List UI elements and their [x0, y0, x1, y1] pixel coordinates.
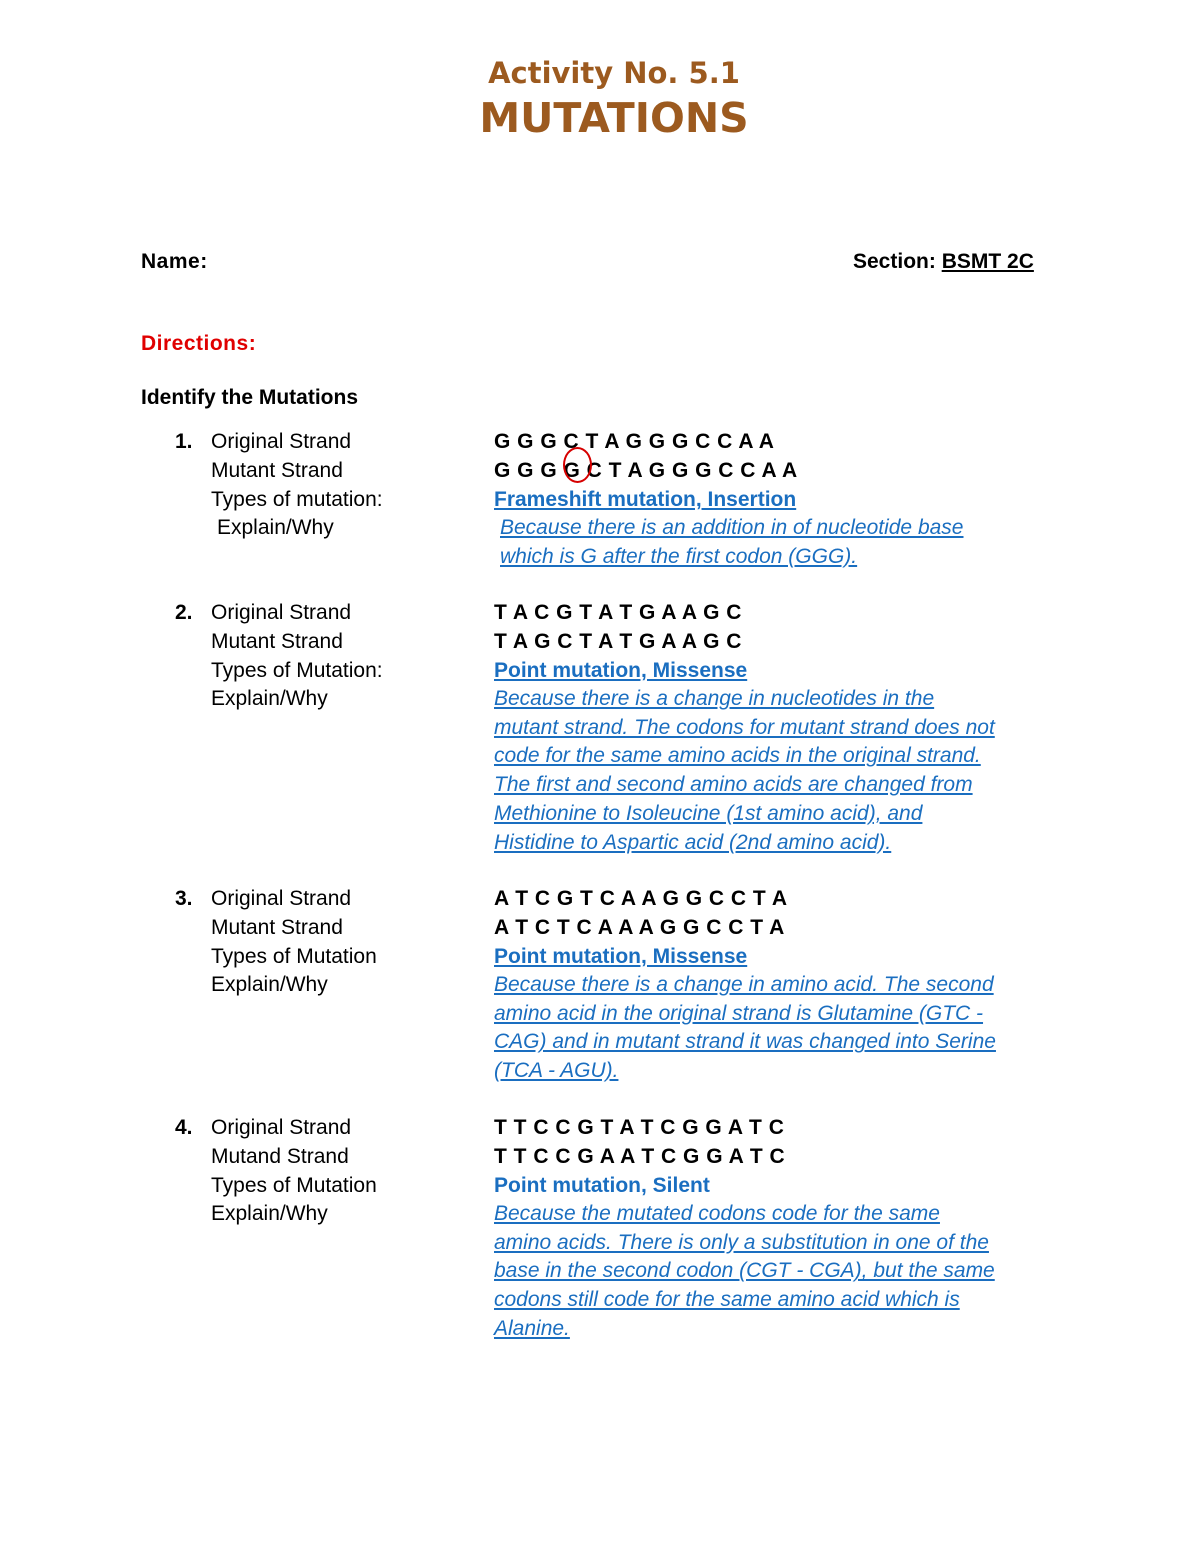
- original-strand-label: Original Strand: [211, 601, 352, 624]
- page-title: MUTATIONS: [479, 94, 749, 142]
- section-label: Section:: [853, 250, 936, 273]
- mutation-type-answer: Point mutation, Missense: [494, 945, 748, 968]
- explain-line: Because the mutated codons code for the same: [494, 1202, 940, 1225]
- explain-line: Because there is an addition in of nucleotide base: [500, 516, 964, 539]
- item-number: 3.: [175, 887, 193, 910]
- explain-line: Alanine.: [494, 1316, 570, 1340]
- original-strand-sequence: G G G C T A G G G C C A A: [494, 430, 775, 453]
- mutation-type-label: Types of Mutation: [211, 945, 377, 968]
- original-strand-sequence: T A C G T A T G A A G C: [494, 601, 742, 624]
- explain-answer: [500, 514, 1070, 571]
- mutation-type-answer: Frameshift mutation, Insertion: [494, 488, 797, 511]
- explain-line: base in the second codon (CGT - CGA), but the same: [494, 1259, 995, 1283]
- mutation-type-label: Types of Mutation:: [211, 659, 383, 682]
- directions-label: Directions:: [141, 332, 257, 355]
- mutant-strand-label: Mutand Strand: [211, 1145, 349, 1168]
- original-strand-sequence: A T C G T C A A G G C C T A: [494, 887, 788, 910]
- mutation-type-label: Types of Mutation: [211, 1174, 377, 1197]
- mutant-strand-label: Mutant Strand: [211, 916, 343, 939]
- activity-number: Activity No. 5.1: [488, 56, 740, 90]
- original-strand-label: Original Strand: [211, 430, 352, 453]
- original-strand-label: Original Strand: [211, 1116, 352, 1139]
- explain-answer: [494, 685, 1064, 857]
- item-number: 2.: [175, 601, 193, 624]
- explain-line: (TCA - AGU).: [494, 1059, 619, 1083]
- mutant-strand-label: Mutant Strand: [211, 459, 343, 482]
- explain-line: The first and second amino acids are changed from: [494, 773, 973, 797]
- explain-line: amino acids. There is only a substitution in one of the: [494, 1230, 989, 1254]
- item-number: 4.: [175, 1116, 193, 1139]
- mutant-strand-sequence: T A G C T A T G A A G C: [494, 630, 742, 653]
- explain-answer: [494, 1200, 1064, 1344]
- mutant-strand-label: Mutant Strand: [211, 630, 343, 653]
- explain-line: code for the same amino acids in the original strand.: [494, 744, 981, 768]
- explain-line: Because there is a change in amino acid. The second: [494, 973, 994, 996]
- explain-line: amino acid in the original strand is Glutamine (GTC -: [494, 1001, 984, 1025]
- mutation-type-answer: Point mutation, Silent: [494, 1174, 710, 1197]
- mutation-type-label: Types of mutation:: [211, 488, 383, 511]
- section-value: BSMT 2C: [941, 250, 1034, 273]
- explain-line: Histidine to Aspartic acid (2nd amino acid).: [494, 830, 892, 854]
- explain-line: CAG) and in mutant strand it was changed into Serine: [494, 1030, 996, 1054]
- explain-label: Explain/Why: [211, 973, 328, 996]
- mutant-strand-sequence: G G G G C T A G G G C C A A: [494, 459, 798, 482]
- explain-label: Explain/Why: [211, 1202, 328, 1225]
- explain-line: mutant strand. The codons for mutant strand does not: [494, 715, 995, 739]
- explain-line: which is G after the first codon (GGG).: [500, 544, 858, 568]
- explain-label: Explain/Why: [211, 687, 328, 710]
- mutant-strand-sequence: A T C T C A A A G G C C T A: [494, 916, 785, 939]
- mutant-strand-sequence: T T C C G A A T C G G A T C: [494, 1145, 786, 1168]
- explain-line: Methionine to Isoleucine (1st amino acid), and: [494, 801, 923, 825]
- name-label: Name:: [141, 250, 208, 273]
- inserted-base-highlight-circle: [563, 447, 592, 483]
- mutation-type-answer: Point mutation, Missense: [494, 659, 748, 682]
- original-strand-sequence: T T C C G T A T C G G A T C: [494, 1116, 785, 1139]
- original-strand-label: Original Strand: [211, 887, 352, 910]
- explain-label: Explain/Why: [217, 516, 334, 539]
- explain-line: codons still code for the same amino acid which is: [494, 1288, 960, 1312]
- item-number: 1.: [175, 430, 193, 453]
- task-title: Identify the Mutations: [141, 386, 358, 409]
- section-field: [853, 250, 1034, 274]
- explain-line: Because there is a change in nucleotides in the: [494, 687, 935, 710]
- explain-answer: [494, 971, 1064, 1086]
